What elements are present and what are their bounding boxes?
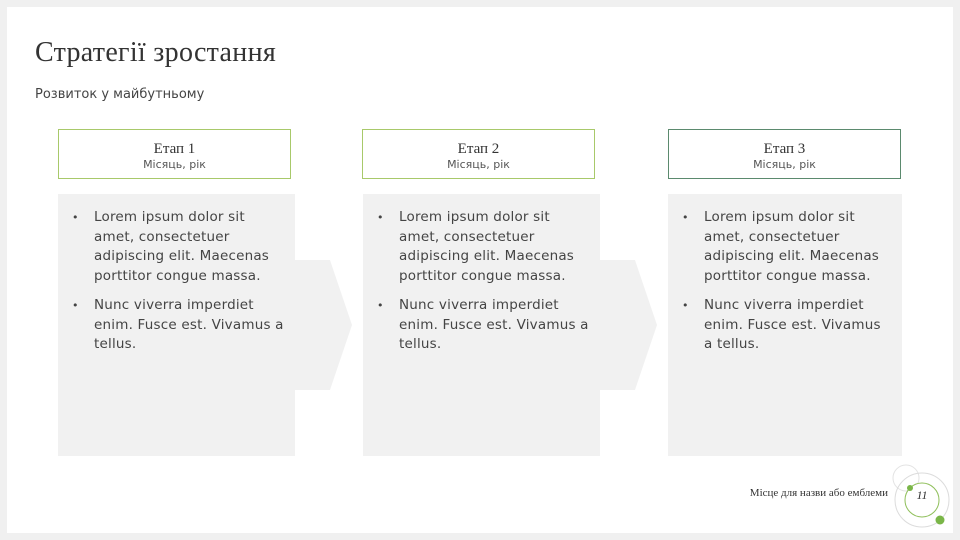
stage-2-name: Етап 2: [457, 141, 500, 157]
stage-2-period: Місяць, рік: [447, 158, 510, 171]
list-item: [668, 296, 902, 355]
stage-3-bullet-list: [668, 208, 902, 365]
list-item: [363, 208, 600, 286]
bullet-dot-icon: •: [377, 211, 384, 224]
stage-2-header: [362, 129, 595, 179]
bullet-dot-icon: •: [682, 299, 689, 312]
chevron-arrow-icon: [294, 260, 352, 390]
stage-2-body: [363, 194, 600, 456]
bullet-dot-icon: •: [72, 299, 79, 312]
bullet-dot-icon: •: [377, 299, 384, 312]
stage-1-period: Місяць, рік: [143, 158, 206, 171]
stage-1-body: [58, 194, 295, 456]
bullet-text: Nunc viverra imperdiet enim. Fusce est. Vivamus a tellus.: [399, 297, 589, 352]
list-item: [58, 296, 295, 355]
slide: [7, 7, 953, 533]
logo-placeholder-text: Місце для назви або емблеми: [749, 487, 888, 499]
page-number: 11: [916, 488, 928, 502]
stage-3-name: Етап 3: [763, 141, 806, 157]
chevron-arrow-icon: [599, 260, 657, 390]
bullet-text: Nunc viverra imperdiet enim. Fusce est. Vivamus a tellus.: [94, 297, 284, 352]
bullet-text: Nunc viverra imperdiet enim. Fusce est. Vivamus a tellus.: [704, 297, 881, 352]
stage-2-bullet-list: [363, 208, 600, 365]
stage-3-period: Місяць, рік: [753, 158, 816, 171]
stage-1-bullet-list: [58, 208, 295, 365]
bullet-text: Lorem ipsum dolor sit amet, consectetuer adipiscing elit. Maecenas porttitor congue massa.: [399, 209, 575, 284]
stage-1-name: Етап 1: [153, 141, 196, 157]
stage-3-header: [668, 129, 901, 179]
bullet-dot-icon: •: [682, 211, 689, 224]
stage-3-body: [668, 194, 902, 456]
slide-subtitle: Розвиток у майбутньому: [35, 87, 205, 102]
stage-1-header: [58, 129, 291, 179]
bullet-text: Lorem ipsum dolor sit amet, consectetuer adipiscing elit. Maecenas porttitor congue massa.: [94, 209, 270, 284]
list-item: [363, 296, 600, 355]
slide-title: Стратегії зростання: [35, 37, 277, 68]
list-item: [58, 208, 295, 286]
bullet-dot-icon: •: [72, 211, 79, 224]
list-item: [668, 208, 902, 286]
bullet-text: Lorem ipsum dolor sit amet, consectetuer adipiscing elit. Maecenas porttitor congue massa.: [704, 209, 880, 284]
